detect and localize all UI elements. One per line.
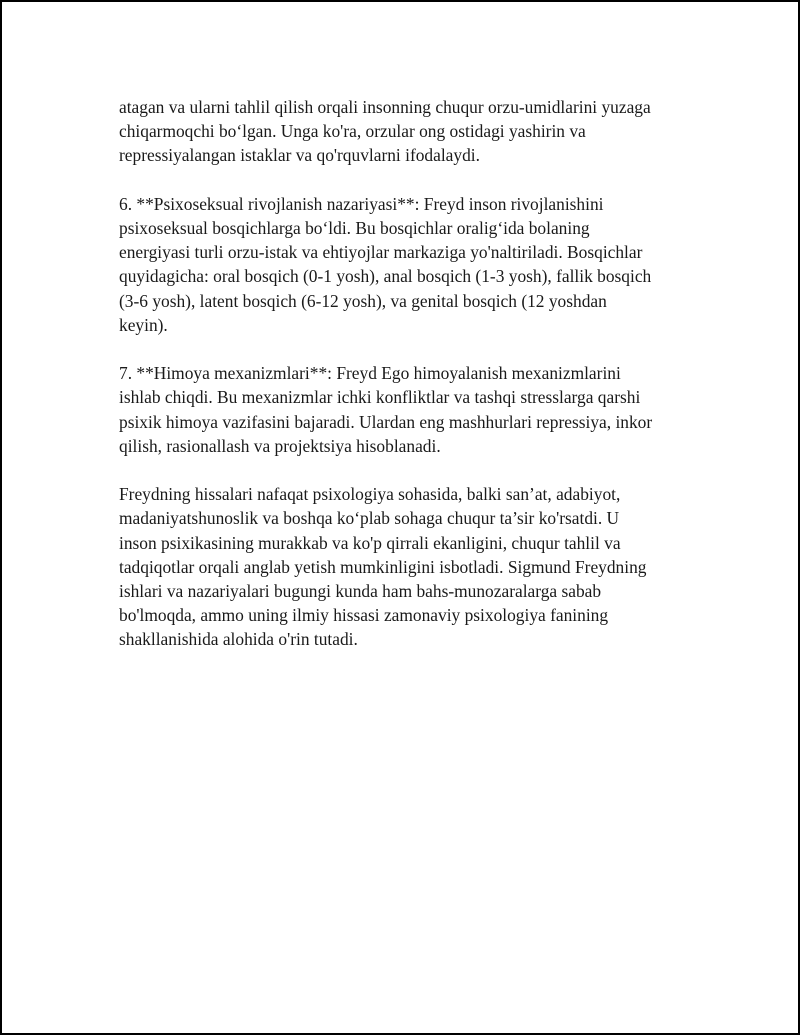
text-line: ishlari va nazariyalari bugungi kunda ham bahs-munozaralarga sabab [119, 581, 602, 602]
text-line: atagan va ularni tahlil qilish orqali insonning chuqur orzu-umidlarini yuzaga [119, 97, 651, 117]
text-line: 7. **Himoya mexanizmlari**: Freyd Ego himoyalanish mexanizmlarini [119, 363, 621, 384]
text-line: ishlab chiqdi. Bu mexanizmlar ichki konfliktlar va tashqi stresslarga qarshi [119, 387, 641, 408]
text-line: tadqiqotlar orqali anglab yetish mumkinligini isbotladi. Sigmund Freydning [119, 556, 647, 577]
text-line: (3-6 yosh), latent bosqich (6-12 yosh), va genital bosqich (12 yoshdan [119, 290, 607, 311]
paragraph-conclusion [119, 482, 699, 651]
text-line: inson psixikasining murakkab va ko'p qirrali ekanligini, chuqur tahlil va [119, 532, 621, 553]
text-line: madaniyatshunoslik va boshqa ko‘plab sohaga chuqur ta’sir ko'rsatdi. U [119, 508, 620, 529]
document-body [119, 95, 699, 676]
text-line: Freydning hissalari nafaqat psixologiya sohasida, balki san’at, adabiyot, [119, 484, 621, 505]
paragraph-defense-mechanisms [119, 361, 699, 458]
text-line: psixoseksual bosqichlarga bo‘ldi. Bu bosqichlar oralig‘ida bolaning [119, 218, 590, 238]
text-line: qilish, rasionallash va projektsiya hisoblanadi. [119, 435, 441, 456]
text-line: repressiyalangan istaklar va qo'rquvlarni ifodalaydi. [119, 145, 480, 166]
text-line: quyidagicha: oral bosqich (0-1 yosh), anal bosqich (1-3 yosh), fallik bosqich [119, 266, 652, 287]
text-line: chiqarmoqchi bo‘lgan. Unga ko'ra, orzular ong ostidagi yashirin va [119, 121, 586, 142]
paragraph-dream-analysis [119, 95, 699, 168]
text-line: bo'lmoqda, ammo uning ilmiy hissasi zamonaviy psixologiya fanining [119, 605, 609, 626]
paragraph-psychosexual-theory [119, 192, 699, 337]
text-line: keyin). [119, 314, 168, 335]
text-line: shakllanishida alohida o'rin tutadi. [119, 629, 358, 650]
text-line: energiyasi turli orzu-istak va ehtiyojlar markaziga yo'naltiriladi. Bosqichlar [119, 242, 643, 263]
text-line: psixik himoya vazifasini bajaradi. Ulardan eng mashhurlari repressiya, inkor [119, 411, 653, 432]
text-line: 6. **Psixoseksual rivojlanish nazariyasi**: Freyd inson rivojlanishini [119, 193, 604, 214]
